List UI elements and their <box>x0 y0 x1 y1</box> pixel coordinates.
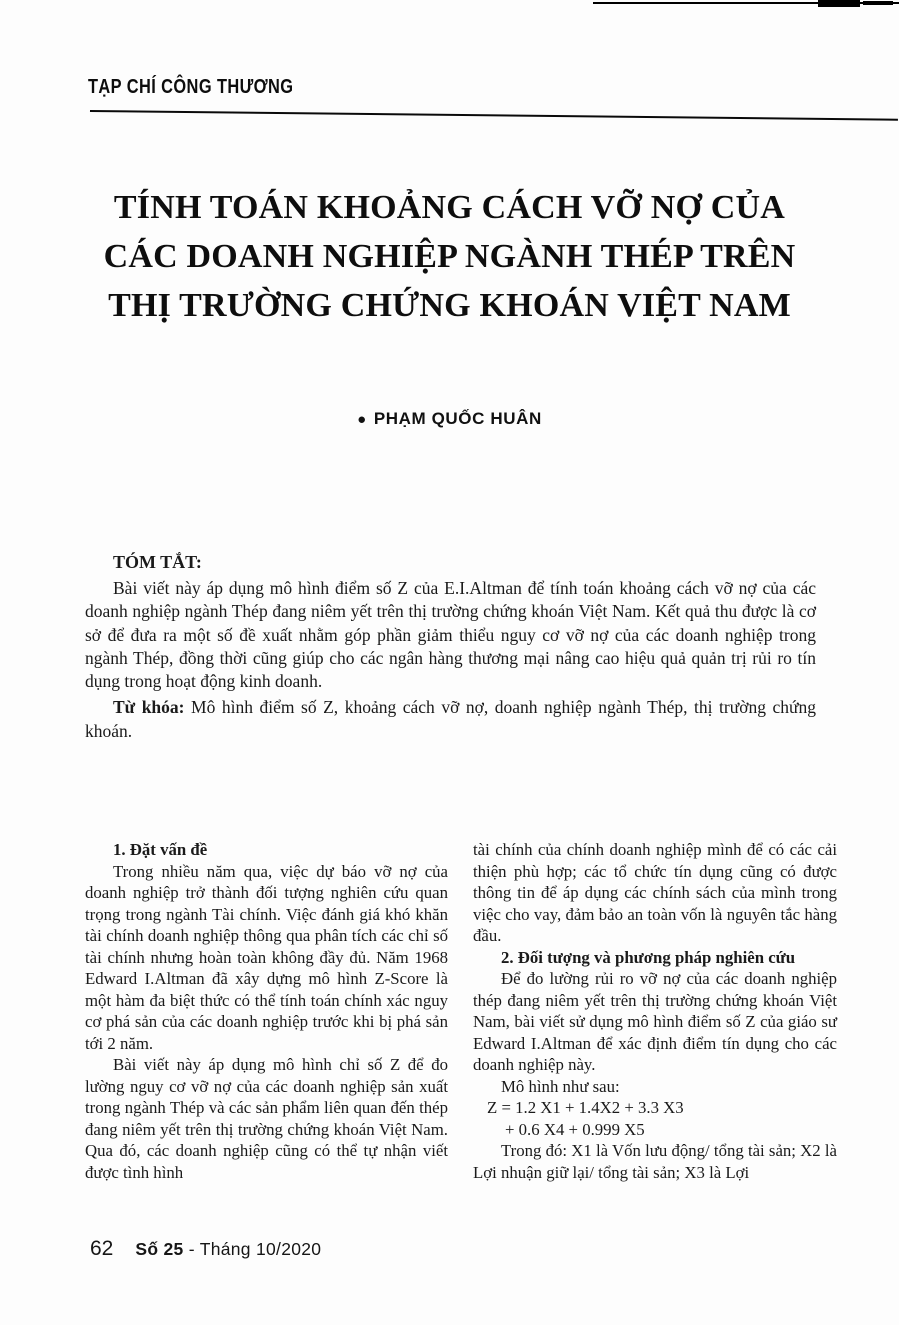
page-number: 62 <box>90 1237 114 1260</box>
title-line-3: THỊ TRƯỜNG CHỨNG KHOÁN VIỆT NAM <box>108 287 791 324</box>
keywords-text: Mô hình điểm số Z, khoảng cách vỡ nợ, doanh nghiệp ngành Thép, thị trường chứng khoán. <box>85 697 817 741</box>
bullet-icon: ● <box>357 411 367 428</box>
article-title <box>0 183 899 330</box>
keywords-label: Từ khóa: <box>113 697 185 718</box>
column-right <box>473 839 837 1183</box>
section1-paragraph-2-continued: tài chính của chính doanh nghiệp mình để có các cải thiện phù hợp; các tổ chức tín dụng cũng có được thông tin để áp dụng các chính sách của mình trong việc cho vay, đảm bảo an toàn vốn là nguyên tắc hàng đầu. <box>473 840 837 945</box>
abstract-text: Bài viết này áp dụng mô hình điểm số Z của E.I.Altman để tính toán khoảng cách vỡ nợ của các doanh nghiệp ngành Thép đang niêm yết trên thị trường chứng khoán Việt Nam. Kết quả thu được là cơ sở để đưa ra một số đề xuất nhằm góp phần giảm thiểu nguy cơ vỡ nợ của các doanh nghiệp trong ngành Thép, đồng thời cũng giúp cho các ngân hàng thương mại nâng cao hiệu quả quản trị rủi ro tín dụng trong hoạt động kinh doanh. <box>85 578 816 692</box>
body-columns <box>85 839 837 1183</box>
formula-line-1: Z = 1.2 X1 + 1.4X2 + 3.3 X3 <box>487 1098 684 1117</box>
journal-masthead: TẠP CHÍ CÔNG THƯƠNG <box>88 76 294 98</box>
scan-artifact-blob <box>863 1 893 5</box>
section1-heading: 1. Đặt vấn đề <box>113 840 208 859</box>
section2-paragraph-1: Để đo lường rủi ro vỡ nợ của các doanh nghiệp thép đang niêm yết trên thị trường chứng khoán Việt Nam, bài viết sử dụng mô hình điểm số Z của giáo sư Edward I.Altman để xác định điểm tín dụng cho các doanh nghiệp này. <box>473 969 837 1074</box>
title-line-1: TÍNH TOÁN KHOẢNG CÁCH VỠ NỢ CỦA <box>113 189 786 226</box>
model-intro: Mô hình như sau: <box>501 1076 620 1096</box>
formula-line-2: + 0.6 X4 + 0.999 X5 <box>505 1119 645 1139</box>
title-line-2: CÁC DOANH NGHIỆP NGÀNH THÉP TRÊN <box>103 238 796 275</box>
section2-heading: 2. Đối tượng và phương pháp nghiên cứu <box>501 947 796 967</box>
z-score-formula <box>473 1097 837 1140</box>
page-footer <box>90 1237 321 1261</box>
issue-label: Số 25 <box>135 1239 184 1259</box>
author-name: PHẠM QUỐC HUÂN <box>373 409 542 428</box>
section1-paragraph-2: Bài viết này áp dụng mô hình chỉ số Z để đo lường nguy cơ vỡ nợ của các doanh nghiệp sản xuất trong ngành Thép và các sản phẩm liên quan đến thép đang niêm yết trên thị trường chứng khoán Việt Nam. Qua đó, các doanh nghiệp cũng có thể tự nhận viết được tình hình <box>85 1055 448 1182</box>
abstract-heading: TÓM TẮT: <box>113 552 202 572</box>
issue-info <box>135 1239 321 1260</box>
section2-paragraph-2: Trong đó: X1 là Vốn lưu động/ tổng tài sản; X2 là Lợi nhuận giữ lại/ tổng tài sản; X3 là Lợi <box>473 1141 837 1182</box>
column-left <box>85 839 448 1183</box>
author-line <box>0 409 899 429</box>
keywords-line <box>85 696 816 743</box>
header-rule <box>90 110 898 121</box>
section1-paragraph-1: Trong nhiều năm qua, việc dự báo vỡ nợ của doanh nghiệp trở thành đối tượng nghiên cứu quan trọng trong ngành Tài chính. Việc đánh giá khó khăn tài chính doanh nghiệp thông qua phân tích các chỉ số tài chính nhưng hoàn toàn không đầy đủ. Năm 1968 Edward I.Altman đã xây dựng mô hình Z-Score là một hàm đa biệt thức có thể tính toán chính xác nguy cơ phá sản của các doanh nghiệp trước khi bị phá sản tới 2 năm. <box>85 861 448 1053</box>
issue-date: - Tháng 10/2020 <box>183 1239 322 1259</box>
scan-artifact-blob <box>818 0 860 7</box>
abstract-section <box>85 551 816 743</box>
